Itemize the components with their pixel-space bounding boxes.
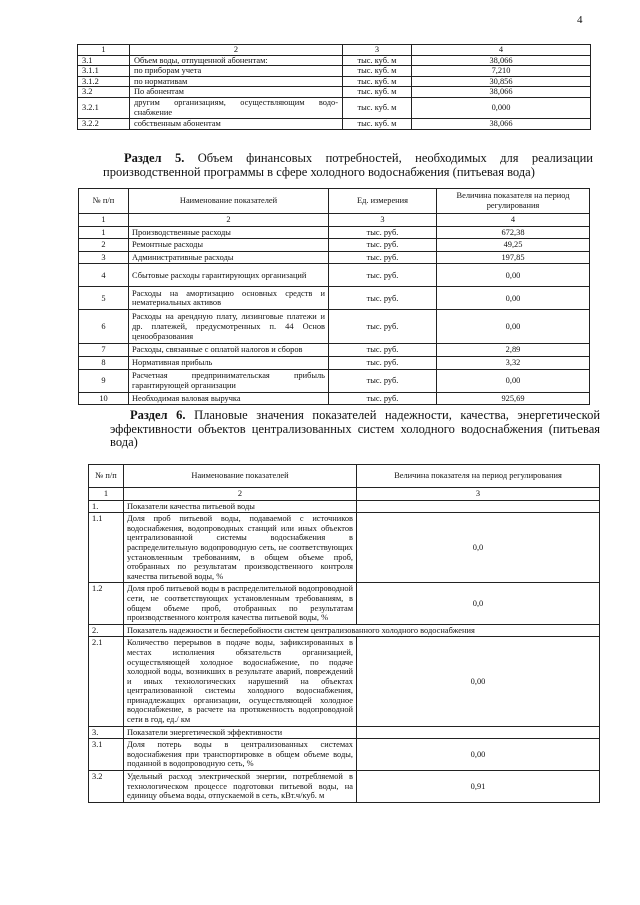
row-unit: тыс. руб.	[329, 310, 437, 344]
group-blank	[357, 726, 600, 739]
table2-header-row	[79, 189, 590, 214]
table1-header-row	[78, 45, 591, 56]
row-number: 10	[79, 392, 129, 405]
group-row	[89, 500, 600, 513]
row-number: 1	[79, 226, 129, 239]
row-value: 0,00	[357, 739, 600, 771]
row-number: 8	[79, 356, 129, 369]
group-number: 3.	[89, 726, 124, 739]
row-value: 30,856	[412, 76, 591, 87]
row-value: 49,25	[437, 239, 590, 252]
row-number: 9	[79, 369, 129, 392]
column-header: Наименование показателей	[124, 465, 357, 488]
group-number: 1.	[89, 500, 124, 513]
row-unit: тыс. руб.	[329, 369, 437, 392]
row-name: Расчетная предпринимательская прибыль гарантирующей организации	[129, 369, 329, 392]
row-number: 3.2	[89, 771, 124, 803]
table-row	[78, 118, 591, 129]
table-financial-needs	[78, 188, 590, 405]
row-name: Производственные расходы	[129, 226, 329, 239]
row-number: 1.2	[89, 583, 124, 624]
group-title: Показатели качества питьевой воды	[124, 500, 357, 513]
table-row	[89, 739, 600, 771]
row-unit: тыс. руб.	[329, 239, 437, 252]
section5-heading	[103, 152, 593, 179]
column-header: № п/п	[89, 465, 124, 488]
row-number: 3.2	[78, 87, 130, 98]
row-name: Необходимая валовая выручка	[129, 392, 329, 405]
column-header: № п/п	[79, 189, 129, 214]
section6-heading	[110, 409, 600, 450]
row-value: 7,210	[412, 66, 591, 77]
section5-title: Объем финансовых потребностей, необходимых для реализации производственной программы в сфере холодного водоснабжения (питьевая вода)	[103, 151, 593, 179]
row-value: 38,066	[412, 55, 591, 66]
row-number: 6	[79, 310, 129, 344]
table-row	[78, 55, 591, 66]
row-name: Административные расходы	[129, 251, 329, 264]
row-name: Расходы, связанные с оплатой налогов и сборов	[129, 344, 329, 357]
row-name: Ремонтные расходы	[129, 239, 329, 252]
row-name: Расходы на амортизацию основных средств и нематериальных активов	[129, 287, 329, 310]
row-number: 3.2.2	[78, 118, 130, 129]
row-unit: тыс. руб.	[329, 226, 437, 239]
row-number: 3.1	[78, 55, 130, 66]
table-water-volumes	[77, 44, 591, 130]
section6-number: Раздел 6.	[130, 408, 186, 422]
row-value: 0,000	[412, 97, 591, 118]
row-number: 3.1	[89, 739, 124, 771]
column-header: Ед. измерения	[329, 189, 437, 214]
row-name: Нормативная прибыль	[129, 356, 329, 369]
row-value: 0,00	[437, 287, 590, 310]
page-number: 4	[577, 14, 583, 26]
table3-header-row	[89, 465, 600, 488]
row-unit: тыс. куб. м	[343, 66, 412, 77]
table3-col-number-row	[89, 488, 600, 501]
row-value: 38,066	[412, 87, 591, 98]
table1-col-number: 2	[130, 45, 343, 56]
row-unit: тыс. руб.	[329, 344, 437, 357]
group-row	[89, 624, 600, 637]
row-name: Удельный расход электрической энергии, потребляемой в технологическом процессе подготовки питьевой воды, на единицу объема воды, отпускаемой в сеть, кВт.ч/куб. м	[124, 771, 357, 803]
table-row	[79, 239, 590, 252]
row-name: Объем воды, отпущенной абонентам:	[130, 55, 343, 66]
section5-number: Раздел 5.	[124, 151, 185, 165]
table1-col-number: 1	[78, 45, 130, 56]
column-number: 2	[124, 488, 357, 501]
table1-col-number: 3	[343, 45, 412, 56]
row-number: 3.2.1	[78, 97, 130, 118]
row-value: 0,91	[357, 771, 600, 803]
row-number: 5	[79, 287, 129, 310]
row-value: 197,85	[437, 251, 590, 264]
column-number: 1	[79, 214, 129, 227]
section6-title: Плановые значения показателей надежности, качества, энергетической эффективности объектов централизованных систем холодного водоснабжения (питьевая вода)	[110, 408, 601, 449]
row-value: 0,0	[357, 513, 600, 583]
table-row	[89, 513, 600, 583]
group-number: 2.	[89, 624, 124, 637]
row-number: 7	[79, 344, 129, 357]
row-value: 0,00	[437, 264, 590, 287]
column-number: 3	[357, 488, 600, 501]
row-number: 2.1	[89, 637, 124, 726]
group-title: Показатель надежности и бесперебойности систем централизованного холодного водоснабжения	[124, 624, 600, 637]
table-row	[89, 583, 600, 624]
row-name: Сбытовые расходы гарантирующих организаций	[129, 264, 329, 287]
row-name: Доля проб питьевой воды в распределительной водопроводной сети, не соответствующих установленным требованиям, в общем объеме проб, отобранных по результатам производственного контроля качества питьевой воды, %	[124, 583, 357, 624]
row-name: Количество перерывов в подаче воды, зафиксированных в местах исполнения обязательств организацией, осуществляющей холодное водоснабжение, по подаче холодной воды, возникших в результате аварий, повреждений и иных технологических нарушений на объектах централизованной системы холодного водоснабжения, принадлежащих организации, осуществляющей холодное водоснабжение, в расчете на протяженность водопроводной сети в год, ед./ км	[124, 637, 357, 726]
row-unit: тыс. руб.	[329, 392, 437, 405]
row-value: 0,00	[357, 637, 600, 726]
row-name: собственным абонентам	[130, 118, 343, 129]
row-unit: тыс. руб.	[329, 264, 437, 287]
table-row	[89, 637, 600, 726]
row-value: 0,0	[357, 583, 600, 624]
group-title: Показатели энергетической эффективности	[124, 726, 357, 739]
row-name: Доля проб питьевой воды, подаваемой с источников водоснабжения, водопроводных станций или иных объектов централизованной системы водоснабжения в распределительную водопроводную сеть, не соответствующих установленным требованиям, в общем объеме проб, отобранных по результатам производственного контроля качества питьевой воды, %	[124, 513, 357, 583]
row-unit: тыс. куб. м	[343, 97, 412, 118]
group-blank	[357, 500, 600, 513]
column-header: Величина показателя на период регулирования	[437, 189, 590, 214]
table-row	[78, 66, 591, 77]
row-number: 2	[79, 239, 129, 252]
table-row	[79, 287, 590, 310]
table-row	[78, 76, 591, 87]
table-row	[79, 392, 590, 405]
row-number: 3	[79, 251, 129, 264]
row-value: 925,69	[437, 392, 590, 405]
column-number: 1	[89, 488, 124, 501]
row-value: 3,32	[437, 356, 590, 369]
table-row	[79, 344, 590, 357]
row-name: другим организациям, осуществляющим водо-снабжение	[130, 97, 343, 118]
row-unit: тыс. куб. м	[343, 87, 412, 98]
column-header: Наименование показателей	[129, 189, 329, 214]
row-number: 3.1.1	[78, 66, 130, 77]
column-number: 2	[129, 214, 329, 227]
row-name: Доля потерь воды в централизованных системах водоснабжения при транспортировке в общем объеме воды, поданной в водопроводную сеть, %	[124, 739, 357, 771]
column-number: 3	[329, 214, 437, 227]
row-name: Расходы на арендную плату, лизинговые платежи и др. платежей, предусмотренных п. 44 Основ ценообразования	[129, 310, 329, 344]
group-row	[89, 726, 600, 739]
table-row	[79, 226, 590, 239]
column-header: Величина показателя на период регулирования	[357, 465, 600, 488]
row-unit: тыс. куб. м	[343, 55, 412, 66]
row-unit: тыс. руб.	[329, 287, 437, 310]
row-unit: тыс. куб. м	[343, 76, 412, 87]
row-unit: тыс. руб.	[329, 251, 437, 264]
table-row	[78, 87, 591, 98]
row-name: по нормативам	[130, 76, 343, 87]
table-row	[79, 310, 590, 344]
row-unit: тыс. руб.	[329, 356, 437, 369]
table-row	[79, 356, 590, 369]
table-row	[78, 97, 591, 118]
row-value: 672,38	[437, 226, 590, 239]
row-unit: тыс. куб. м	[343, 118, 412, 129]
table-row	[79, 264, 590, 287]
table2-col-number-row	[79, 214, 590, 227]
table-row	[79, 251, 590, 264]
table1-col-number: 4	[412, 45, 591, 56]
row-number: 4	[79, 264, 129, 287]
row-number: 1.1	[89, 513, 124, 583]
column-number: 4	[437, 214, 590, 227]
row-number: 3.1.2	[78, 76, 130, 87]
row-value: 2,89	[437, 344, 590, 357]
table-row	[79, 369, 590, 392]
row-name: по приборам учета	[130, 66, 343, 77]
table-reliability-indicators	[88, 464, 600, 803]
row-value: 0,00	[437, 369, 590, 392]
row-value: 0,00	[437, 310, 590, 344]
row-name: По абонентам	[130, 87, 343, 98]
row-value: 38,066	[412, 118, 591, 129]
table-row	[89, 771, 600, 803]
